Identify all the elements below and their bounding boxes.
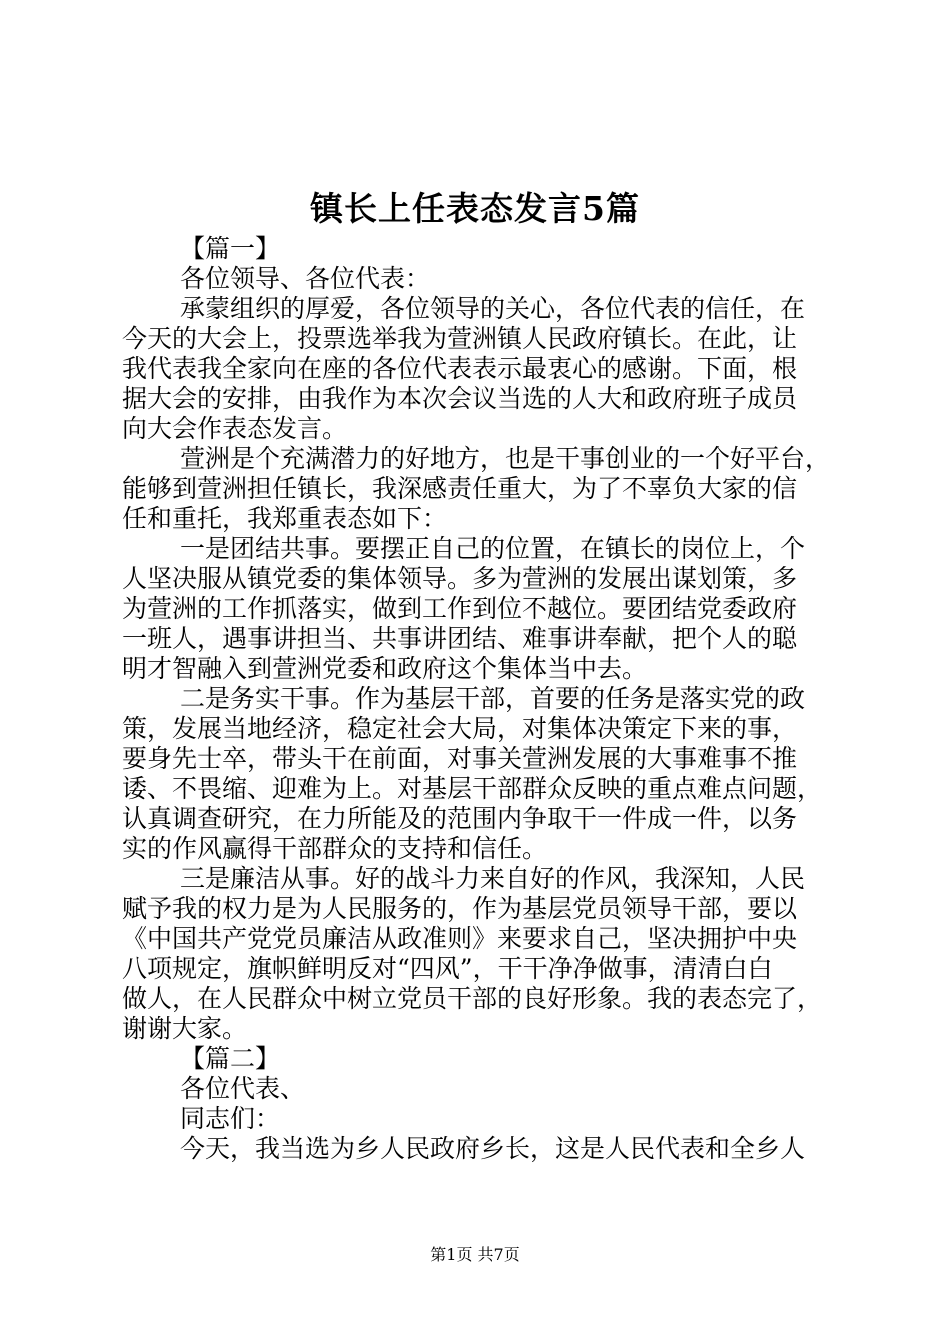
page-footer: 第1页 共7页 xyxy=(430,1245,520,1264)
text-line: 二是务实干事。作为基层干部，首要的任务是落实党的政 xyxy=(180,684,806,713)
text-line: 承蒙组织的厚爱，各位领导的关心，各位代表的信任，在 xyxy=(180,294,806,323)
text-line: 【篇一】 xyxy=(180,234,281,263)
text-line: 策，发展当地经济，稳定社会大局，对集体决策定下来的事， xyxy=(122,714,798,743)
text-line: 一是团结共事。要摆正自己的位置，在镇长的岗位上，个 xyxy=(180,534,806,563)
text-line: 做人，在人民群众中树立党员干部的良好形象。我的表态完了， xyxy=(122,984,823,1013)
text-line: 据大会的安排，由我作为本次会议当选的人大和政府班子成员 xyxy=(122,384,798,413)
text-line: 【篇二】 xyxy=(180,1044,281,1073)
text-line: 明才智融入到萱洲党委和政府这个集体当中去。 xyxy=(122,654,648,683)
text-line: 为萱洲的工作抓落实，做到工作到位不越位。要团结党委政府 xyxy=(122,594,798,623)
text-line: 实的作风赢得干部群众的支持和信任。 xyxy=(122,834,548,863)
text-line: 我代表我全家向在座的各位代表表示最衷心的感谢。下面，根 xyxy=(122,354,798,383)
text-line: 各位代表、 xyxy=(180,1074,306,1103)
text-line: 要身先士卒，带头干在前面，对事关萱洲发展的大事难事不推 xyxy=(122,744,798,773)
text-line: 八项规定，旗帜鲜明反对“四风”，干干净净做事，清清白白 xyxy=(122,954,773,983)
text-line: 人坚决服从镇党委的集体领导。多为萱洲的发展出谋划策，多 xyxy=(122,564,798,593)
document-body xyxy=(122,234,832,1164)
text-line: 三是廉洁从事。好的战斗力来自好的作风，我深知，人民 xyxy=(180,864,806,893)
text-line: 任和重托，我郑重表态如下： xyxy=(122,504,448,533)
text-line: 《中国共产党党员廉洁从政准则》来要求自己，坚决拥护中央 xyxy=(122,924,798,953)
text-line: 向大会作表态发言。 xyxy=(122,414,348,443)
text-line: 能够到萱洲担任镇长，我深感责任重大，为了不辜负大家的信 xyxy=(122,474,798,503)
text-line: 谢谢大家。 xyxy=(122,1014,248,1043)
text-line: 诿、不畏缩、迎难为上。对基层干部群众反映的重点难点问题， xyxy=(122,774,823,803)
text-line: 赋予我的权力是为人民服务的，作为基层党员领导干部，要以 xyxy=(122,894,798,923)
text-line: 各位领导、各位代表： xyxy=(180,264,431,293)
text-line: 今天，我当选为乡人民政府乡长，这是人民代表和全乡人 xyxy=(180,1134,806,1163)
text-line: 一班人，遇事讲担当、共事讲团结、难事讲奉献，把个人的聪 xyxy=(122,624,798,653)
document-title: 镇长上任表态发言5篇 xyxy=(310,189,640,228)
text-line: 今天的大会上，投票选举我为萱洲镇人民政府镇长。在此，让 xyxy=(122,324,798,353)
text-line: 萱洲是个充满潜力的好地方，也是干事创业的一个好平台， xyxy=(180,444,831,473)
text-line: 同志们： xyxy=(180,1104,281,1133)
text-line: 认真调查研究，在力所能及的范围内争取干一件成一件，以务 xyxy=(122,804,798,833)
